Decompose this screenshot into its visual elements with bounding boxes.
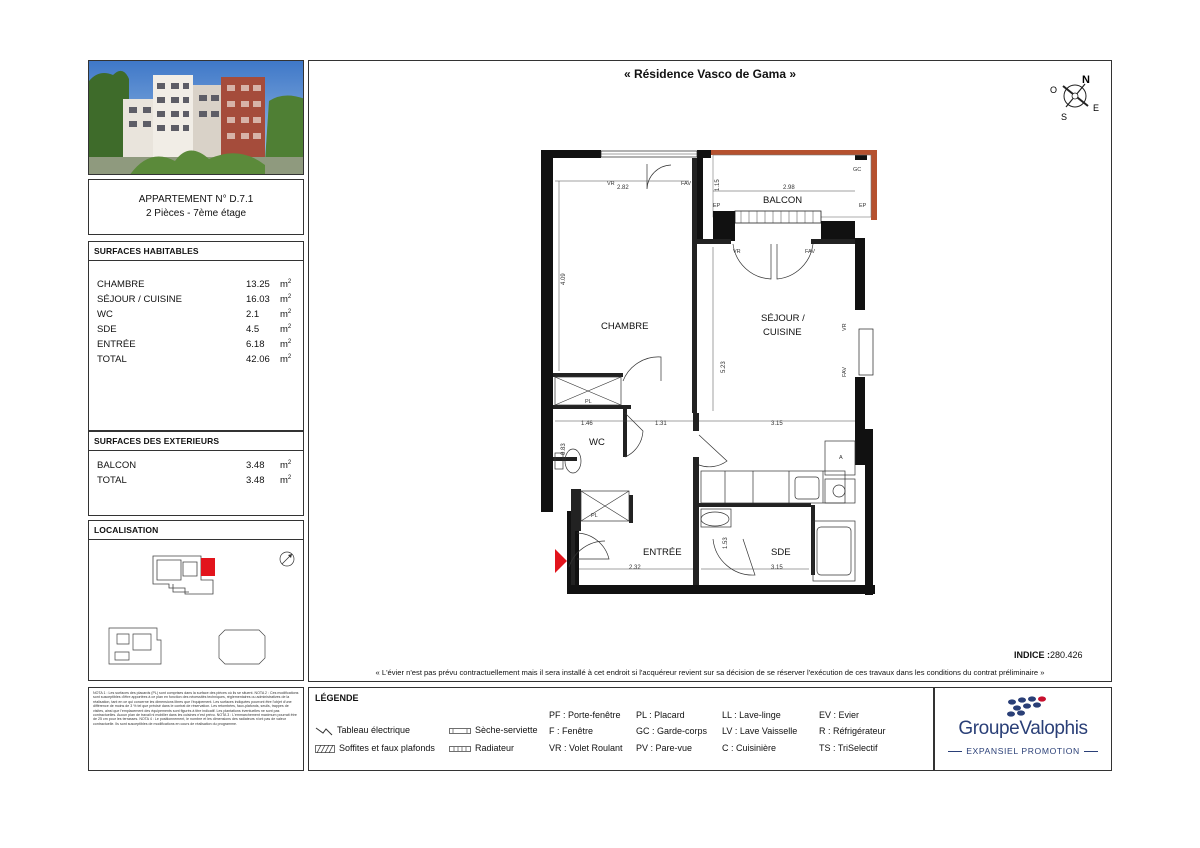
room-chambre: CHAMBRE: [601, 321, 649, 332]
apartment-info: [88, 179, 304, 235]
bathroom-fixtures: [555, 449, 855, 581]
surfaces-exterieurs-panel: [88, 431, 304, 516]
surfaces-exterieurs-title: SURFACES DES EXTERIEURS: [89, 432, 303, 451]
legend-ts: TS : TriSelectif: [819, 743, 878, 753]
label-vr-right: VR: [842, 323, 848, 331]
room-entree: ENTRÉE: [643, 547, 682, 558]
location-map: [89, 540, 303, 680]
dim-146: 1.46: [581, 421, 593, 427]
towel-dryer-icon: [449, 727, 471, 735]
room-wc: WC: [589, 437, 605, 448]
logo-wordmark: GroupeValophis: [958, 718, 1088, 739]
surface-total-row: TOTAL 42.06 $m^2$: [97, 354, 292, 366]
localisation-title: LOCALISATION: [89, 521, 303, 540]
dim-115: 1.15: [715, 179, 721, 191]
legend-title: LÉGENDE: [315, 693, 359, 703]
sink-disclaimer: « L'évier n'est pas prévu contractuellement mais il sera installé à cet endroit si l'acquéreur revient sur sa décision de se réserver l'exécution de ces travaux dans les conditions du contrat préliminaire »: [375, 668, 1045, 677]
dim-232: 2.32: [629, 565, 641, 571]
legend-f: F : Fenêtre: [549, 726, 594, 736]
ground-floor-plan: [109, 628, 265, 664]
legend-soffites: Soffites et faux plafonds: [315, 743, 435, 753]
groupe-valophis-logo: [934, 687, 1112, 771]
residence-title: « Résidence Vasco de Gama »: [623, 67, 797, 81]
indice-label: INDICE :: [1014, 650, 1050, 660]
dim-282: 2.82: [617, 185, 629, 191]
label-vr: VR: [607, 181, 615, 187]
dim-298: 2.98: [783, 185, 795, 191]
label-vr-sejour: VR: [733, 249, 741, 255]
indice: [1014, 650, 1083, 660]
apartment-number: APPARTEMENT N° D.7.1: [138, 194, 254, 205]
surface-row: CHAMBRE 13.25 $m^2$: [97, 279, 292, 291]
room-sejour-line2: CUISINE: [763, 327, 802, 338]
dim-153: 1.53: [723, 537, 729, 549]
dim-083: 0.83: [561, 443, 567, 455]
compass-e: E: [1093, 103, 1100, 113]
legend-pv: PV : Pare-vue: [636, 743, 693, 753]
compass-s: S: [1061, 112, 1068, 122]
label-gc: GC: [853, 167, 862, 173]
legend-r: R : Réfrigérateur: [819, 726, 886, 736]
hatch-pattern-icon: [315, 745, 335, 753]
legend-ev: EV : Evier: [819, 710, 860, 720]
label-fav-sejour: FAV: [805, 249, 815, 255]
surface-row: BALCON 3.48 $m^2$: [97, 460, 292, 472]
legend-radiateur: Radiateur: [449, 743, 514, 753]
apartment-location-highlight: [201, 558, 215, 576]
dim-315b: 3.15: [771, 565, 783, 571]
radiator-icon: [449, 745, 471, 753]
dim-523: 5.23: [721, 361, 727, 373]
room-sejour-line1: SÉJOUR /: [761, 313, 805, 324]
label-ep-right: EP: [859, 203, 867, 209]
room-balcon: BALCON: [763, 195, 803, 206]
floor-plan-drawing: [309, 61, 1113, 683]
label-fav: FAV: [681, 181, 691, 187]
label-pl-entree: PL: [591, 513, 598, 519]
surfaces-habitables-panel: [88, 241, 304, 431]
entrance-arrow-icon: [555, 549, 567, 573]
electric-panel-icon: [315, 726, 333, 736]
legend-pf: PF : Porte-fenêtre: [549, 710, 621, 720]
surface-row: WC 2.1 $m^2$: [97, 309, 292, 321]
building-photo: [88, 60, 304, 175]
legend-gc: GC : Garde-corps: [636, 726, 708, 736]
legend-vr: VR : Volet Roulant: [549, 743, 623, 753]
door-swings: [569, 164, 813, 575]
localisation-panel: [88, 520, 304, 681]
floor-plan-panel: [308, 60, 1112, 682]
logo-tagline: EXPANSIEL PROMOTION: [935, 746, 1111, 756]
legend-tableau: Tableau électrique: [315, 725, 410, 736]
surface-total-row: TOTAL 3.48 $m^2$: [97, 475, 292, 487]
surface-row: SÉJOUR / CUISINE 16.03 $m^2$: [97, 294, 292, 306]
legend-panel: [308, 687, 934, 771]
kitchen-units: [701, 441, 855, 503]
building-rendering-image: [89, 61, 304, 175]
compass-small-icon: [280, 552, 294, 566]
compass-n: N: [1082, 74, 1090, 86]
legend-lv: LV : Lave Vaisselle: [722, 726, 798, 736]
dim-131: 1.31: [655, 421, 667, 427]
compass-rose-icon: [1050, 74, 1099, 122]
label-fav-right: FAV: [842, 367, 848, 377]
label-ep-left: EP: [713, 203, 721, 209]
label-pl-chambre: PL: [585, 399, 592, 405]
dim-409: 4.09: [561, 273, 567, 285]
compass-o: O: [1050, 85, 1058, 95]
legend-pl: PL : Placard: [636, 710, 685, 720]
legend-c: C : Cuisinière: [722, 743, 777, 753]
legend-seche: Sèche-serviette: [449, 725, 538, 735]
room-sde: SDE: [771, 547, 791, 558]
legend-ll: LL : Lave-linge: [722, 710, 781, 720]
surface-row: SDE 4.5 $m^2$: [97, 324, 292, 336]
surface-row: ENTRÉE 6.18 $m^2$: [97, 339, 292, 351]
indice-value: 280.426: [1050, 650, 1083, 660]
legal-notes: NOTA 1 : Les surfaces des placards (PL) sont comprises dans la surface des pièces où ils se situent. NOTA 2 : Ces modifications sont susceptibles d'être apportées à ce plan en fonction des nécessités techniques, réglementaires ou administratives de la réalisation, tant en ce qui concerne les dimensions libres que l'équipement. Les surfaces indiquées pourront être l'objet d'une différence de moins de 3 % tel que précisé dans le contrat de réservation. Les retombées, faux-plafonds, seuils, trappes de visites, ainsi que l'emplacement des équipements sont figurés à titre indicatif. Les plantations éventuelles ne sont pas contractuelles. Aucun plan de travail ni mobilier dans les cuisines n'est prévu. NOTA 3 : L'emmarchement maximum pourrait être de 25 cm pour les terrasses. NOTA 4 : Le positionnement, le nombre et les dimensions des radiateurs n'ont pas de valeur contractuelle. Ils sont susceptibles de modifications en cours de réalisation du programme.: [88, 687, 304, 771]
surfaces-habitables-title: SURFACES HABITABLES: [89, 242, 303, 261]
dim-315a: 3.15: [771, 421, 783, 427]
label-a: A: [839, 455, 843, 461]
apartment-rooms-floor: 2 Pièces - 7ème étage: [145, 208, 247, 219]
